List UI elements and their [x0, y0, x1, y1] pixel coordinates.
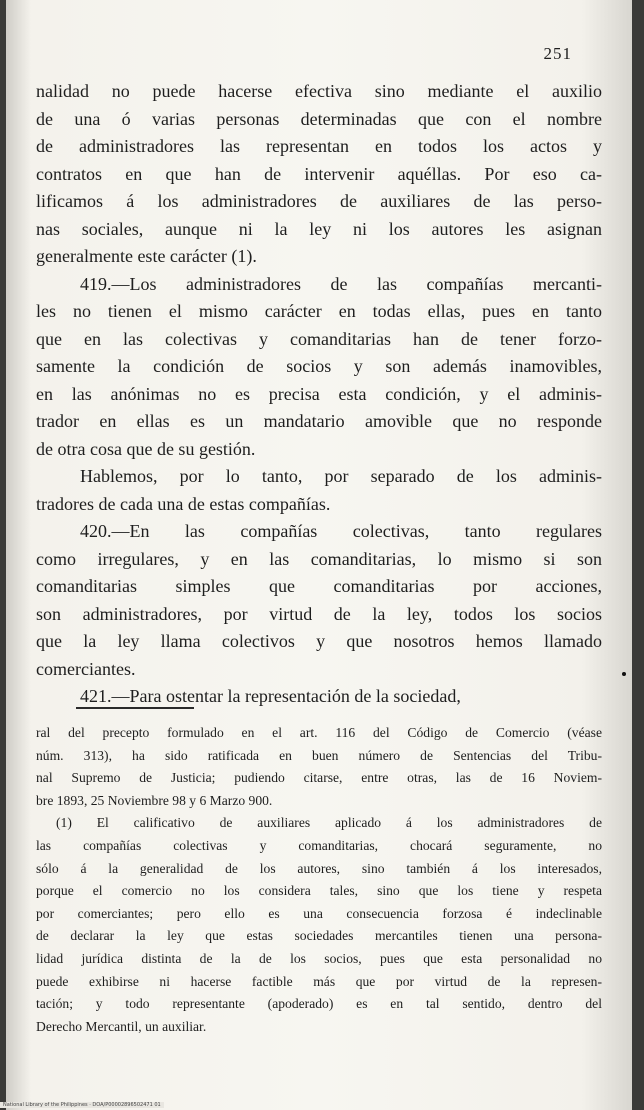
page-number: 251 [543, 44, 572, 63]
text-line: son administradores, por virtud de la ley, todos los socios [36, 603, 602, 624]
text-line: que la ley llama colectivos y que nosotros hemos llamado [36, 631, 602, 651]
paragraph-420-start: 420.—En las compañías colectivas, tanto regulares [80, 521, 602, 541]
footnote-line: nal Supremo de Justicia; pudiendo citarse, entre otras, las de 16 Noviem- [36, 770, 602, 786]
footnote-line: por comerciantes; pero ello es una consecuencia forzosa é indeclinable [36, 905, 602, 921]
text-line: comerciantes. [36, 658, 136, 679]
footnote-line: las compañías colectivas y comanditarias, chocará seguramente, no [36, 837, 602, 853]
text-line: contratos en que han de intervenir aquéllas. Por eso ca- [36, 163, 602, 184]
text-line: de una ó varias personas determinadas que con el nombre [36, 108, 602, 129]
text-line: que en las colectivas y comanditarias han de tener forzo- [36, 328, 602, 349]
text-line: comanditarias simples que comanditarias por acciones, [36, 576, 602, 596]
text-line: samente la condición de socios y son además inamovibles, [36, 356, 602, 376]
footnote-line: ral del precepto formulado en el art. 116 del Código de Comercio (véase [36, 725, 602, 740]
text-line: de otra cosa que de su gestión. [36, 438, 256, 459]
text-line: lificamos á los administradores de auxiliares de las perso- [36, 191, 602, 211]
body-text [36, 78, 602, 711]
text-line: como irregulares, y en las comanditarias, lo mismo si son [36, 548, 602, 569]
scanned-page [6, 0, 632, 1110]
footnote-line: lidad jurídica distinta de la de los socios, pues que esta personalidad no [36, 950, 602, 966]
footnote-line: porque el comercio no los considera tales, sino que los tiene y respeta [36, 883, 602, 899]
scan-footer: National Library of the Philippines · DOA/P00002896502471 01 [0, 1102, 164, 1108]
ink-speck [622, 672, 626, 676]
footnote-line: tación; y todo representante (apoderado) es en tal sentido, dentro del [36, 996, 602, 1012]
footnote-line: puede exhibirse ni hacerse factible más que por virtud de la represen- [36, 973, 602, 989]
text-line: de administradores las representan en todos los actos y [36, 136, 602, 156]
text-line: generalmente este carácter (1). [36, 246, 257, 266]
paragraph-421-start: 421.—Para ostentar la representación de la sociedad, [80, 686, 461, 706]
footnote-line: de declarar la ley que estas sociedades mercantiles tienen una persona- [36, 928, 602, 944]
footnote-1-start: (1) El calificativo de auxiliares aplicado á los administradores de [56, 815, 602, 831]
text-line: nalidad no puede hacerse efectiva sino mediante el auxilio [36, 81, 602, 101]
footnote-line: bre 1893, 25 Noviembre 98 y 6 Marzo 900. [36, 792, 273, 808]
footnote-line: sólo á la generalidad de los autores, sino también á los interesados, [36, 860, 602, 876]
text-line: Hablemos, por lo tanto, por separado de los adminis- [80, 466, 602, 486]
text-line: tradores de cada una de estas compañías. [36, 493, 331, 514]
text-line: trador en ellas es un mandatario amovible que no responde [36, 411, 602, 431]
footnote-line: núm. 313), ha sido ratificada en buen número de Sentencias del Tribu- [36, 747, 602, 763]
paragraph-419-start: 419.—Los administradores de las compañías mercanti- [80, 273, 602, 294]
footnotes [36, 722, 602, 1038]
text-line: les no tienen el mismo carácter en todas ellas, pues en tanto [36, 301, 602, 321]
text-line: nas sociales, aunque ni la ley ni los autores les asignan [36, 218, 602, 239]
footnote-divider [76, 707, 194, 709]
footnote-line: Derecho Mercantil, un auxiliar. [36, 1018, 207, 1034]
text-line: en las anónimas no es precisa esta condición, y el adminis- [36, 383, 602, 404]
